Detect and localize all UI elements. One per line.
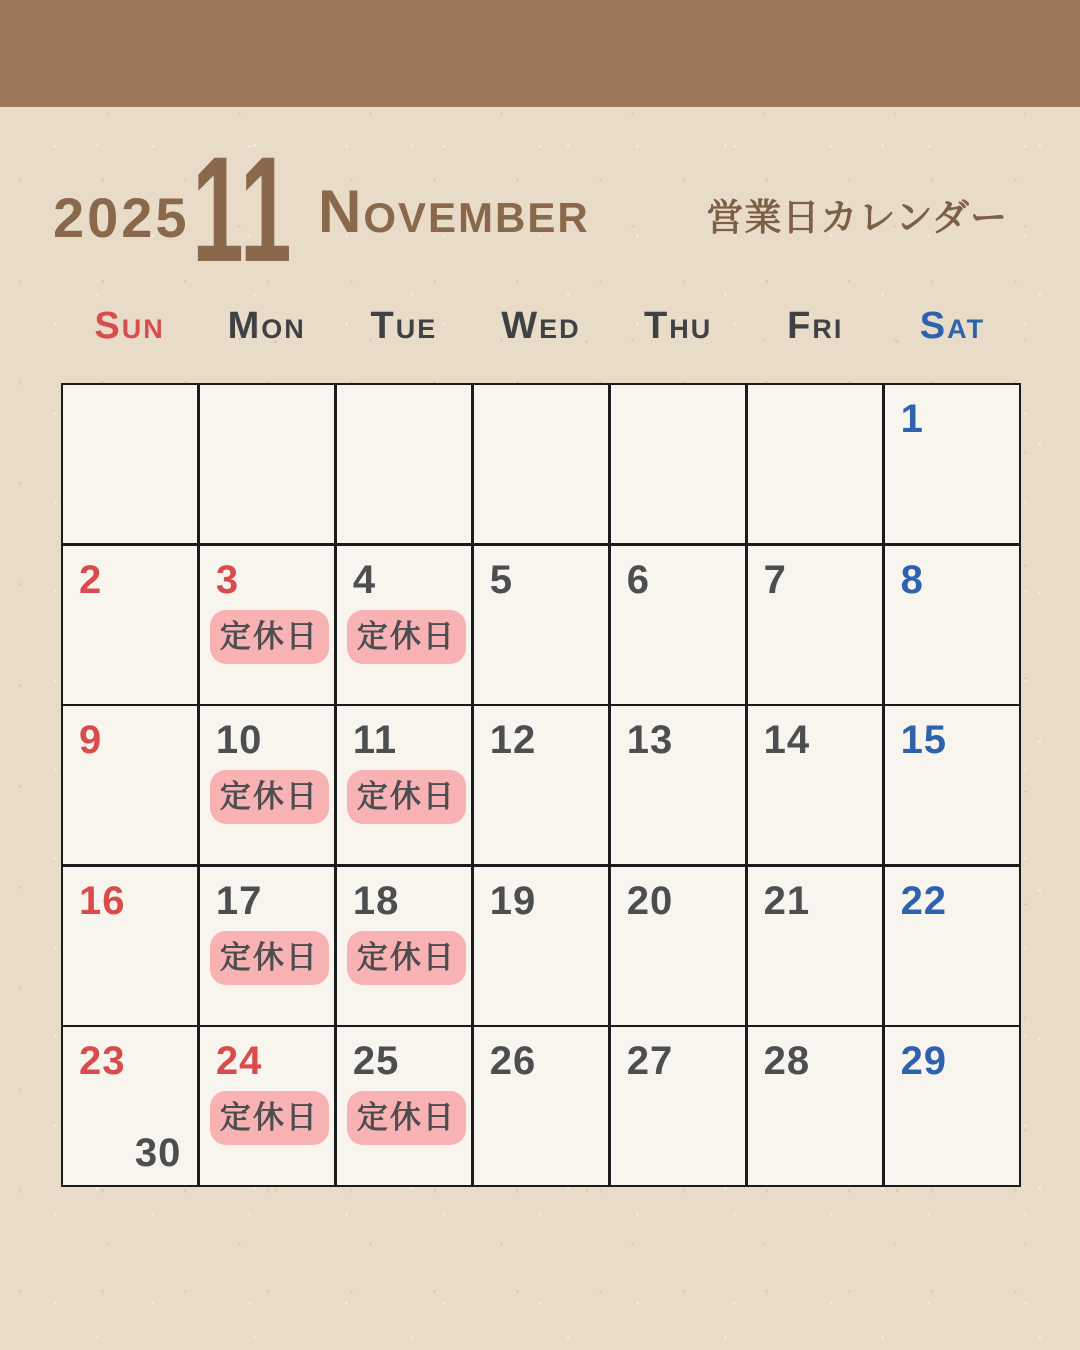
extra-day-number: 30 [134,1131,182,1175]
day-number: 15 [900,718,948,762]
calendar-cell [748,546,882,704]
closed-day-badge: 定休日 [210,610,329,664]
year-label: 2025 [53,186,190,249]
day-number: 23 [79,1039,126,1083]
day-number: 28 [763,1039,811,1083]
weekday-tue: tue [370,305,438,347]
day-number: 7 [763,557,787,602]
weekday-thu: thu [644,305,713,347]
calendar-cell [337,546,471,704]
calendar-cell [611,706,745,864]
day-number: 8 [900,557,924,602]
calendar-cell [63,1027,197,1185]
business-day-calendar-label: 営業日カレンダー [706,197,1008,238]
day-number: 22 [900,878,948,923]
calendar-cell [474,867,608,1025]
calendar-grid [61,383,1021,1187]
day-number: 2 [79,557,103,602]
month-name: november [318,178,590,245]
day-number: 10 [215,718,263,762]
calendar-cell [748,706,882,864]
day-number: 4 [352,557,377,602]
day-number: 13 [626,718,674,762]
top-accent-bar [0,0,1080,107]
closed-day-badge: 定休日 [210,770,329,824]
closed-day-badge: 定休日 [347,1091,466,1145]
calendar-cell [200,546,334,704]
calendar-cell [885,706,1019,864]
calendar-cell [885,546,1019,704]
weekday-header [61,305,1021,348]
day-number: 9 [79,718,103,762]
day-number: 16 [79,878,126,923]
closed-day-badge: 定休日 [210,931,329,985]
calendar-cell [337,1027,471,1185]
calendar-cell [611,1027,745,1185]
day-number: 1 [900,397,924,441]
day-number: 27 [626,1039,674,1083]
day-number: 11 [352,718,398,762]
calendar-cell [748,385,882,543]
calendar-cell [63,546,197,704]
calendar-cell [748,867,882,1025]
closed-day-badge: 定休日 [210,1091,329,1145]
day-number: 17 [215,878,263,923]
calendar-cell [63,706,197,864]
calendar-cell [200,706,334,864]
day-number: 5 [489,557,514,602]
day-number: 20 [626,878,674,923]
day-number: 29 [900,1039,948,1083]
calendar-cell [200,385,334,543]
month-number: 11 [192,125,293,293]
day-number: 19 [489,878,537,923]
weekday-sat: sat [919,305,986,347]
day-number: 21 [763,878,811,923]
calendar-cell [63,385,197,543]
weekday-fri: fri [787,305,844,347]
calendar-cell [337,706,471,864]
closed-day-badge: 定休日 [347,931,466,985]
weekday-sun: Sun [94,305,165,347]
day-number: 24 [215,1039,263,1083]
calendar-cell [885,385,1019,543]
day-number: 6 [626,557,650,602]
calendar-cell [748,1027,882,1185]
day-number: 25 [352,1039,400,1083]
calendar-cell [885,1027,1019,1185]
day-number: 3 [215,557,240,602]
weekday-mon: mon [227,305,306,347]
calendar-cell [474,546,608,704]
calendar-cell [885,867,1019,1025]
day-number: 14 [763,718,811,762]
closed-day-badge: 定休日 [347,610,466,664]
day-number: 12 [489,718,537,762]
calendar-cell [337,867,471,1025]
calendar-cell [474,1027,608,1185]
day-number: 18 [352,878,400,923]
calendar-cell [200,1027,334,1185]
day-number: 26 [489,1039,537,1083]
calendar-cell [200,867,334,1025]
calendar-cell [337,385,471,543]
calendar-cell [611,867,745,1025]
calendar-cell [611,546,745,704]
calendar-cell [63,867,197,1025]
weekday-wed: wed [501,305,581,347]
calendar-cell [474,385,608,543]
calendar-cell [611,385,745,543]
calendar-cell [474,706,608,864]
closed-day-badge: 定休日 [347,770,466,824]
